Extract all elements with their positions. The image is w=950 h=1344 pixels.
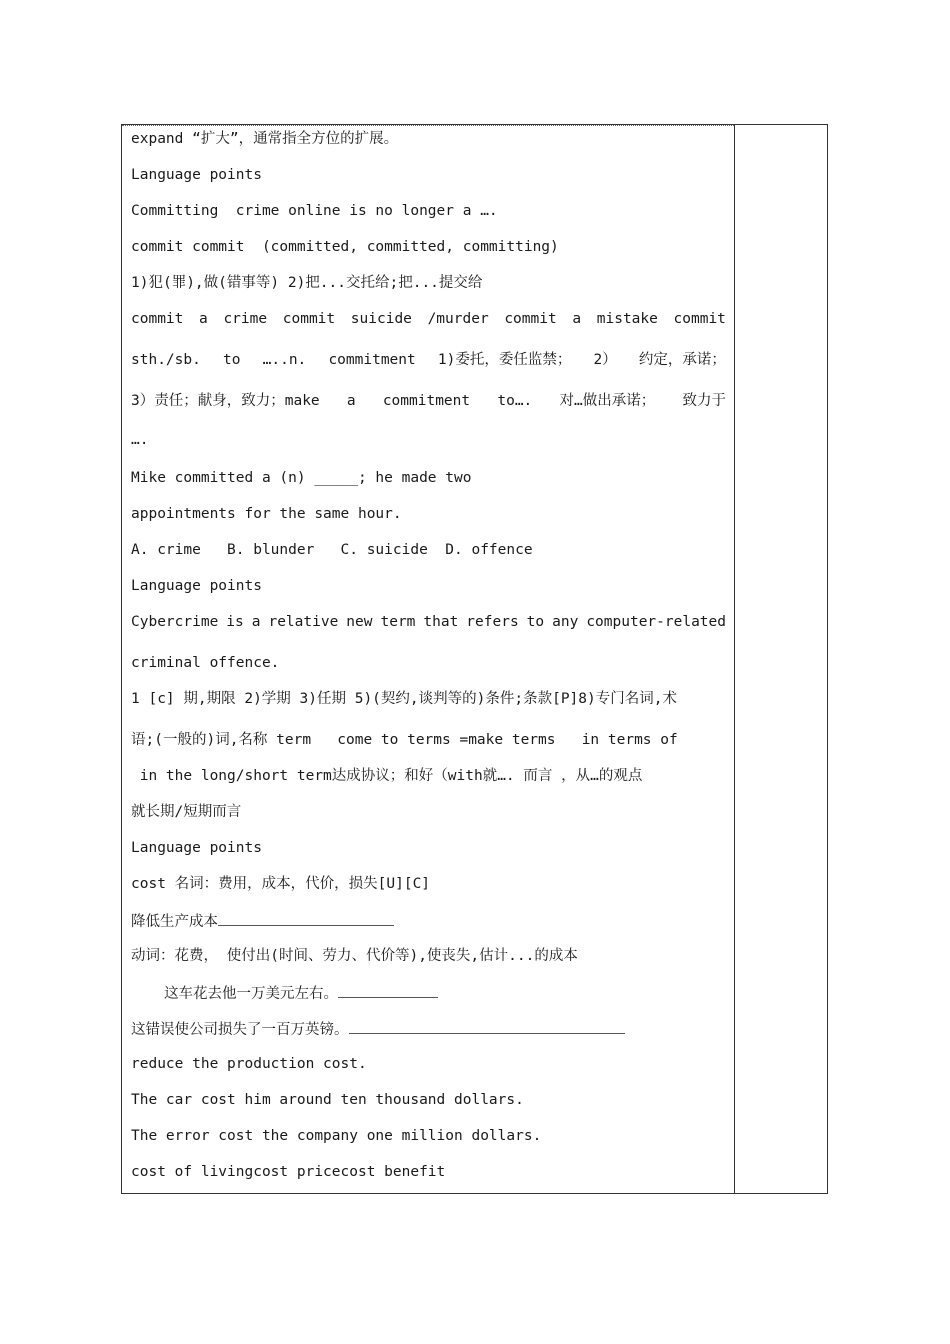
word: mistake [596, 311, 658, 327]
content-table [121, 124, 828, 1194]
line-reduce-cost-prompt [131, 911, 394, 931]
word: Cybercrime [131, 614, 219, 630]
word: refers [466, 614, 519, 630]
line-commit-collocations [131, 310, 726, 328]
word: a [572, 311, 582, 327]
word: …..n. [262, 352, 307, 368]
line-cost-verb: 动词：花费， 使付出(时间、劳力、代价等),使丧失,估计...的成本 [131, 948, 578, 964]
line-criminal-offence: criminal offence. [131, 655, 280, 671]
answer-blank[interactable] [338, 983, 438, 998]
word: suicide [350, 311, 412, 327]
word: term [380, 614, 416, 630]
line-cost-noun: cost 名词：费用，成本，代价，损失[U][C] [131, 876, 431, 892]
word: commitment [382, 393, 471, 409]
word: relative [268, 614, 339, 630]
word: 1)委托，委任监禁； [437, 352, 572, 368]
answer-car-cost: The car cost him around ten thousand dollars. [131, 1092, 524, 1108]
line-term-phrases-cont: in the long/short term达成协议；和好（with就…. 而言 ，从…的观点 [131, 768, 643, 784]
word: commit [504, 311, 557, 327]
answer-reduce-cost: reduce the production cost. [131, 1056, 367, 1072]
prompt-text: 这车花去他一万美元左右。 [164, 986, 338, 1002]
line-expand-definition: expand “扩大”，通常指全方位的扩展。 [131, 131, 399, 147]
answer-error-cost: The error cost the company one million dollars. [131, 1128, 542, 1144]
word: commit [131, 311, 184, 327]
section-heading-language-points: Language points [131, 840, 262, 856]
word: to [223, 352, 241, 368]
prompt-text: 降低生产成本 [131, 914, 218, 930]
line-error-cost-prompt [131, 1019, 625, 1039]
word: a [346, 393, 356, 409]
word: to…. [497, 393, 533, 409]
line-car-cost-prompt [164, 983, 438, 1003]
word: commitment [328, 352, 416, 368]
word: that [423, 614, 459, 630]
exercise-options: A. crime B. blunder C. suicide D. offence [131, 542, 533, 558]
word: commit [282, 311, 336, 327]
section-heading-language-points: Language points [131, 578, 262, 594]
section-heading-language-points: Language points [131, 167, 262, 183]
word: /murder [427, 311, 489, 327]
line-commitment-meanings [131, 351, 726, 369]
answer-blank[interactable] [218, 911, 394, 926]
line-cybercrime [131, 613, 726, 631]
word: is [226, 614, 244, 630]
answer-blank[interactable] [349, 1019, 625, 1034]
word: 致力于 [682, 393, 726, 409]
exercise-question-cont: appointments for the same hour. [131, 506, 402, 522]
line-commit-forms: commit commit (committed, committed, committing) [131, 239, 559, 255]
word: 2） [593, 352, 617, 368]
line-cost-compounds: cost of livingcost pricecost benefit [131, 1164, 446, 1180]
word: to [526, 614, 545, 630]
notes-column-divider [734, 124, 735, 1194]
line-ellipsis: …. [131, 432, 149, 448]
word: a [199, 311, 208, 327]
line-commit-meanings: 1)犯(罪),做(错事等) 2)把...交托给;把...提交给 [131, 275, 483, 291]
line-term-meanings: 1 [c] 期,期限 2)学期 3)任期 5)(契约,谈判等的)条件;条款[P]8)专门名词,术 [131, 691, 677, 707]
word: 对…做出承诺； [559, 393, 656, 409]
exercise-question: Mike committed a (n) _____; he made two [131, 470, 472, 486]
word: any [552, 614, 579, 630]
line-long-short-term: 就长期/短期而言 [131, 804, 242, 820]
line-term-phrases: 语;(一般的)词,名称 term come to terms =make terms in terms of [131, 732, 678, 748]
word: commit [673, 311, 726, 327]
top-dotted-border [122, 125, 734, 126]
word: new [346, 614, 373, 630]
word: 约定，承诺； [638, 352, 726, 368]
prompt-text: 这错误使公司损失了一百万英镑。 [131, 1022, 349, 1038]
word: 3）责任；献身，致力；make [131, 393, 320, 409]
line-committing-crime: Committing crime online is no longer a …. [131, 203, 498, 219]
word: crime [223, 311, 268, 327]
line-make-commitment [131, 392, 726, 410]
word: sth./sb. [131, 352, 201, 368]
word: a [251, 614, 261, 630]
word: computer-related [586, 614, 726, 630]
